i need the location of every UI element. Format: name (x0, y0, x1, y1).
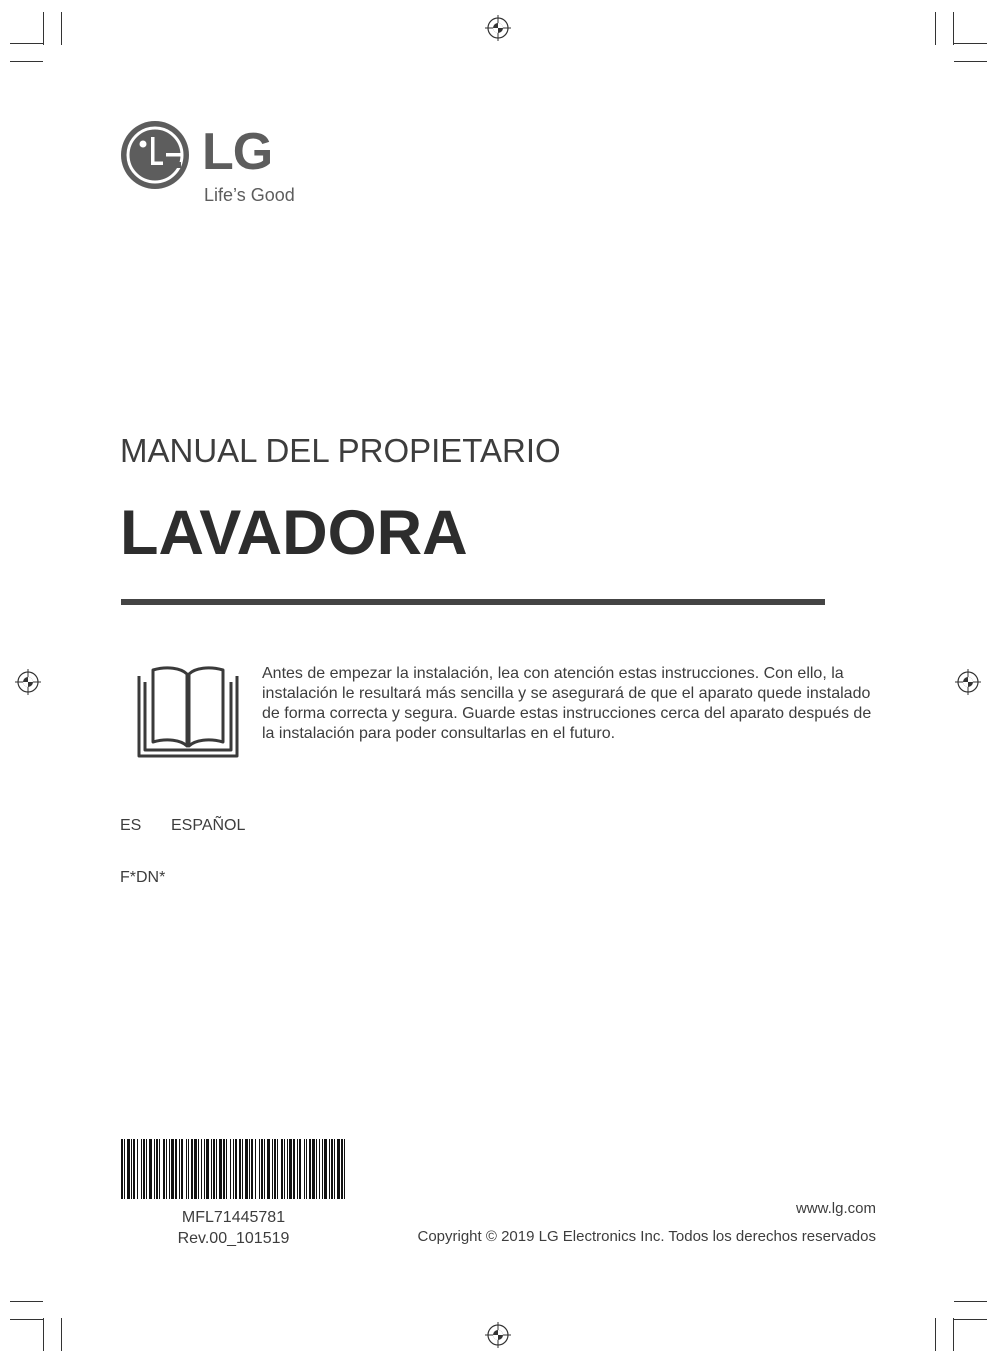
crop-mark-icon (954, 1319, 987, 1320)
title-divider (121, 599, 825, 605)
language-name: ESPAÑOL (171, 817, 246, 834)
registration-mark-icon (15, 669, 41, 695)
logo-wordmark: LG (202, 123, 273, 181)
language-code: ES (120, 817, 142, 834)
crop-mark-icon (61, 1318, 62, 1351)
crop-mark-icon (954, 61, 987, 62)
part-number: MFL71445781 (181, 1209, 286, 1226)
crop-mark-icon (43, 12, 44, 45)
crop-mark-icon (10, 43, 43, 44)
crop-mark-icon (954, 1301, 987, 1302)
crop-mark-icon (954, 43, 987, 44)
lg-face-logo-icon (120, 120, 190, 190)
barcode-icon (121, 1139, 346, 1199)
registration-mark-icon (485, 1322, 511, 1348)
registration-mark-icon (955, 669, 981, 695)
open-book-icon (137, 664, 239, 758)
website-link[interactable]: www.lg.com (795, 1200, 876, 1217)
crop-mark-icon (953, 1318, 954, 1351)
logo-tagline: Life’s Good (204, 185, 295, 205)
intro-paragraph: Antes de empezar la instalación, lea con atención estas instrucciones. Con ello, la instalación le resultará más sencilla y se asegurará de que el aparato quede instalado de forma correcta y segura. Guarde estas instrucciones cerca del aparato después de la instalación para poder consultarlas en el futuro. (262, 665, 872, 742)
copyright-notice: Copyright © 2019 LG Electronics Inc. Todos los derechos reservados (417, 1228, 876, 1245)
crop-mark-icon (935, 1318, 936, 1351)
crop-mark-icon (935, 12, 936, 45)
crop-mark-icon (10, 61, 43, 62)
crop-mark-icon (43, 1318, 44, 1351)
crop-mark-icon (10, 1319, 43, 1320)
part-number-block (121, 1207, 346, 1249)
registration-mark-icon (485, 15, 511, 41)
crop-mark-icon (10, 1301, 43, 1302)
revision-number: Rev.00_101519 (177, 1230, 290, 1247)
page-title: LAVADORA (120, 498, 468, 568)
crop-mark-icon (61, 12, 62, 45)
document-subtitle: MANUAL DEL PROPIETARIO (120, 432, 561, 469)
crop-mark-icon (953, 12, 954, 45)
model-number: F*DN* (120, 869, 166, 886)
